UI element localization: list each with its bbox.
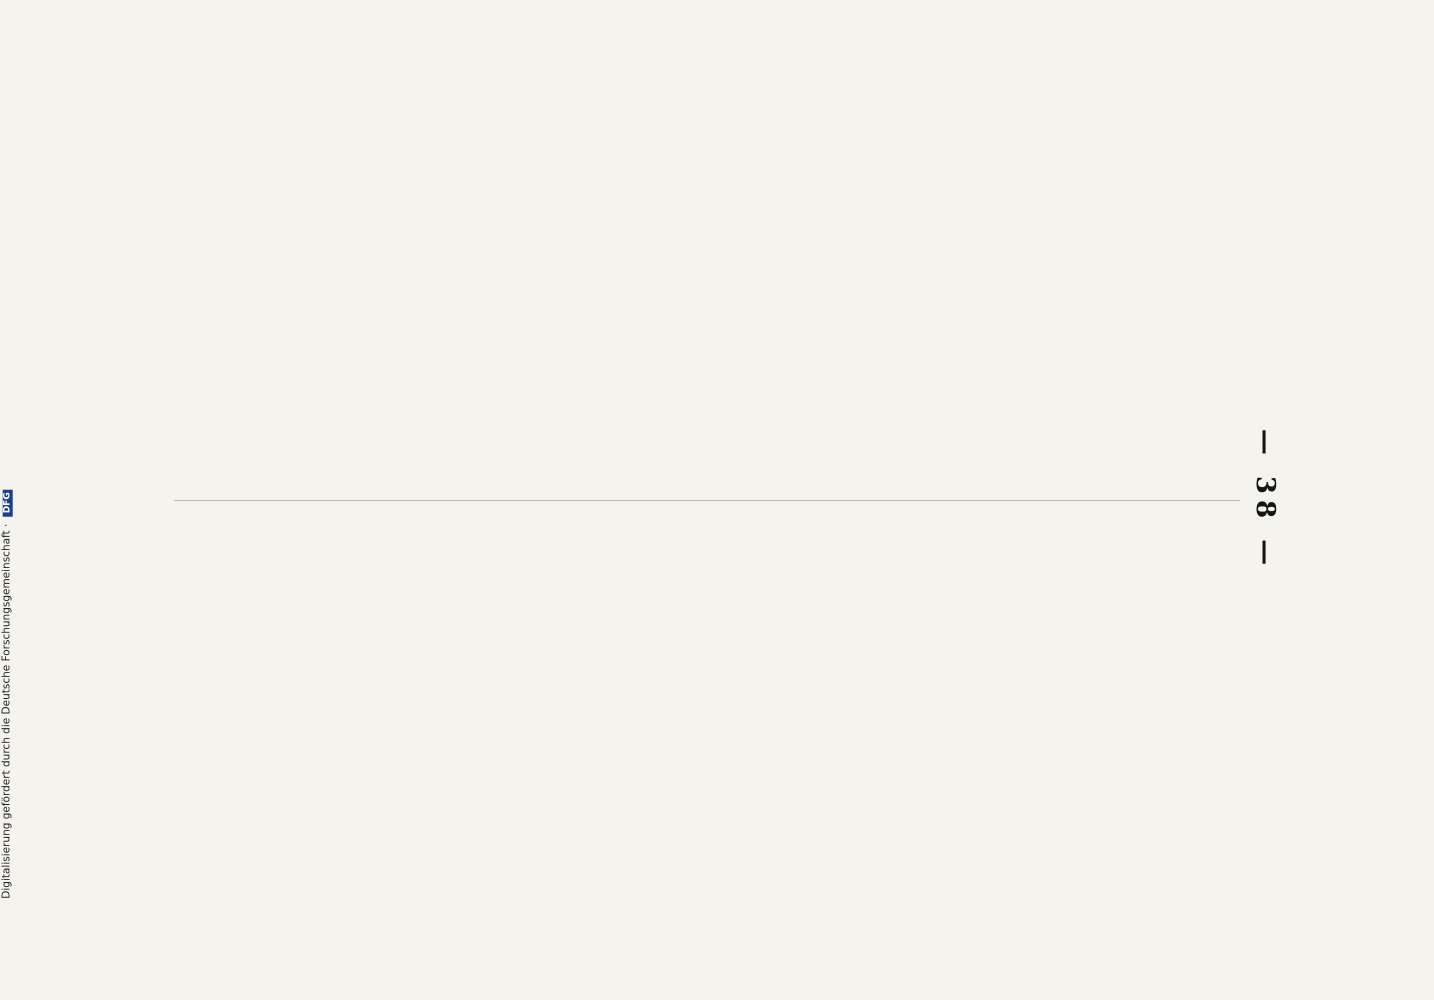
column-divider	[174, 500, 1240, 501]
page-number: — 38 —	[1250, 428, 1280, 572]
funder-logo: DFG	[3, 489, 13, 516]
text-column-left	[174, 40, 1240, 472]
page-header	[1240, 40, 1280, 960]
digitization-credit	[0, 0, 14, 1000]
text-columns	[174, 40, 1240, 960]
credit-text: Digitalisierung gefördert durch die Deutsche Forschungsgemeinschaft ·	[1, 523, 14, 899]
text-column-right	[174, 529, 1240, 961]
document-page	[150, 0, 1320, 1000]
